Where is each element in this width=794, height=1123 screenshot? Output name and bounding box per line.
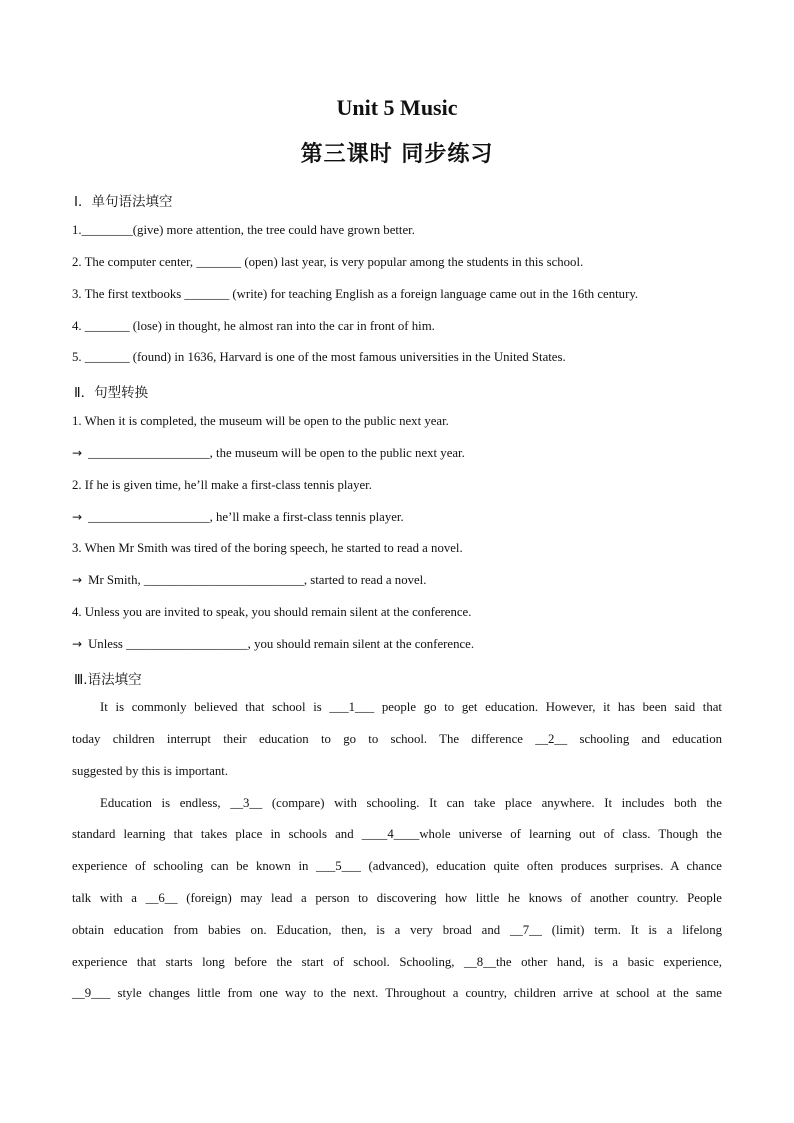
section-heading: Ⅰ．单句语法填空 <box>74 194 173 210</box>
passage-line: standard learning that takes place in schools and ____4____whole universe of learning out of class. Though the <box>72 827 722 841</box>
exercise-answer-line <box>72 573 426 588</box>
exercise-question: 2. If he is given time, he’ll make a first-class tennis player. <box>72 478 372 492</box>
arrow-icon: → <box>72 637 83 651</box>
exercise-answer-line <box>72 446 465 461</box>
answer-text: Unless ___________________, you should remain silent at the conference. <box>88 637 475 651</box>
exercise-question: 1. When it is completed, the museum will be open to the public next year. <box>72 414 449 428</box>
page-title: Unit 5 Music <box>336 95 458 120</box>
exercise-answer-line <box>72 637 474 652</box>
exercise-item: 4. _______ (lose) in thought, he almost ran into the car in front of him. <box>72 319 435 333</box>
exercise-question: 3. When Mr Smith was tired of the boring speech, he started to read a novel. <box>72 541 463 555</box>
passage-line: __9___ style changes little from one way to the next. Throughout a country, children arrive at school at the same <box>72 986 722 1000</box>
page-subtitle: 第三课时 同步练习 <box>300 142 494 167</box>
section-heading: Ⅲ.语法填空 <box>74 672 142 688</box>
exercise-item: 3. The first textbooks _______ (write) for teaching English as a foreign language came out in the 16th century. <box>72 287 639 301</box>
exercise-item: 2. The computer center, _______ (open) last year, is very popular among the students in this school. <box>72 255 584 269</box>
answer-text: ___________________, he’ll make a first-class tennis player. <box>88 510 404 524</box>
passage-line: suggested by this is important. <box>72 764 229 778</box>
exercise-answer-line <box>72 510 404 525</box>
passage-line: Education is endless, __3__ (compare) with schooling. It can take place anywhere. It includes both the <box>100 796 722 810</box>
arrow-icon: → <box>72 510 83 524</box>
exercise-item: 1.________(give) more attention, the tree could have grown better. <box>72 223 415 237</box>
passage-line: obtain education from babies on. Education, then, is a very broad and __7__ (limit) term. It is a lifelong <box>72 923 722 937</box>
passage-line: today children interrupt their education to go to school. The difference __2__ schooling and education <box>72 732 722 746</box>
arrow-icon: → <box>72 573 83 587</box>
section-heading: Ⅱ．句型转换 <box>74 385 149 401</box>
answer-text: Mr Smith, _________________________, started to read a novel. <box>88 573 427 587</box>
answer-text: ___________________, the museum will be open to the public next year. <box>88 446 465 460</box>
passage-line: talk with a __6__ (foreign) may lead a person to discovering how little he knows of another country. People <box>72 891 722 905</box>
passage-line: experience that starts long before the start of school. Schooling, __8__the other hand, is a basic experience, <box>72 955 722 969</box>
arrow-icon: → <box>72 446 83 460</box>
passage-line: It is commonly believed that school is ___1___ people go to get education. However, it has been said that <box>100 700 722 714</box>
exercise-item: 5. _______ (found) in 1636, Harvard is one of the most famous universities in the United States. <box>72 350 566 364</box>
passage-line: experience of schooling can be known in ___5___ (advanced), education quite often produces surprises. A chance <box>72 859 722 873</box>
exercise-question: 4. Unless you are invited to speak, you should remain silent at the conference. <box>72 605 472 619</box>
